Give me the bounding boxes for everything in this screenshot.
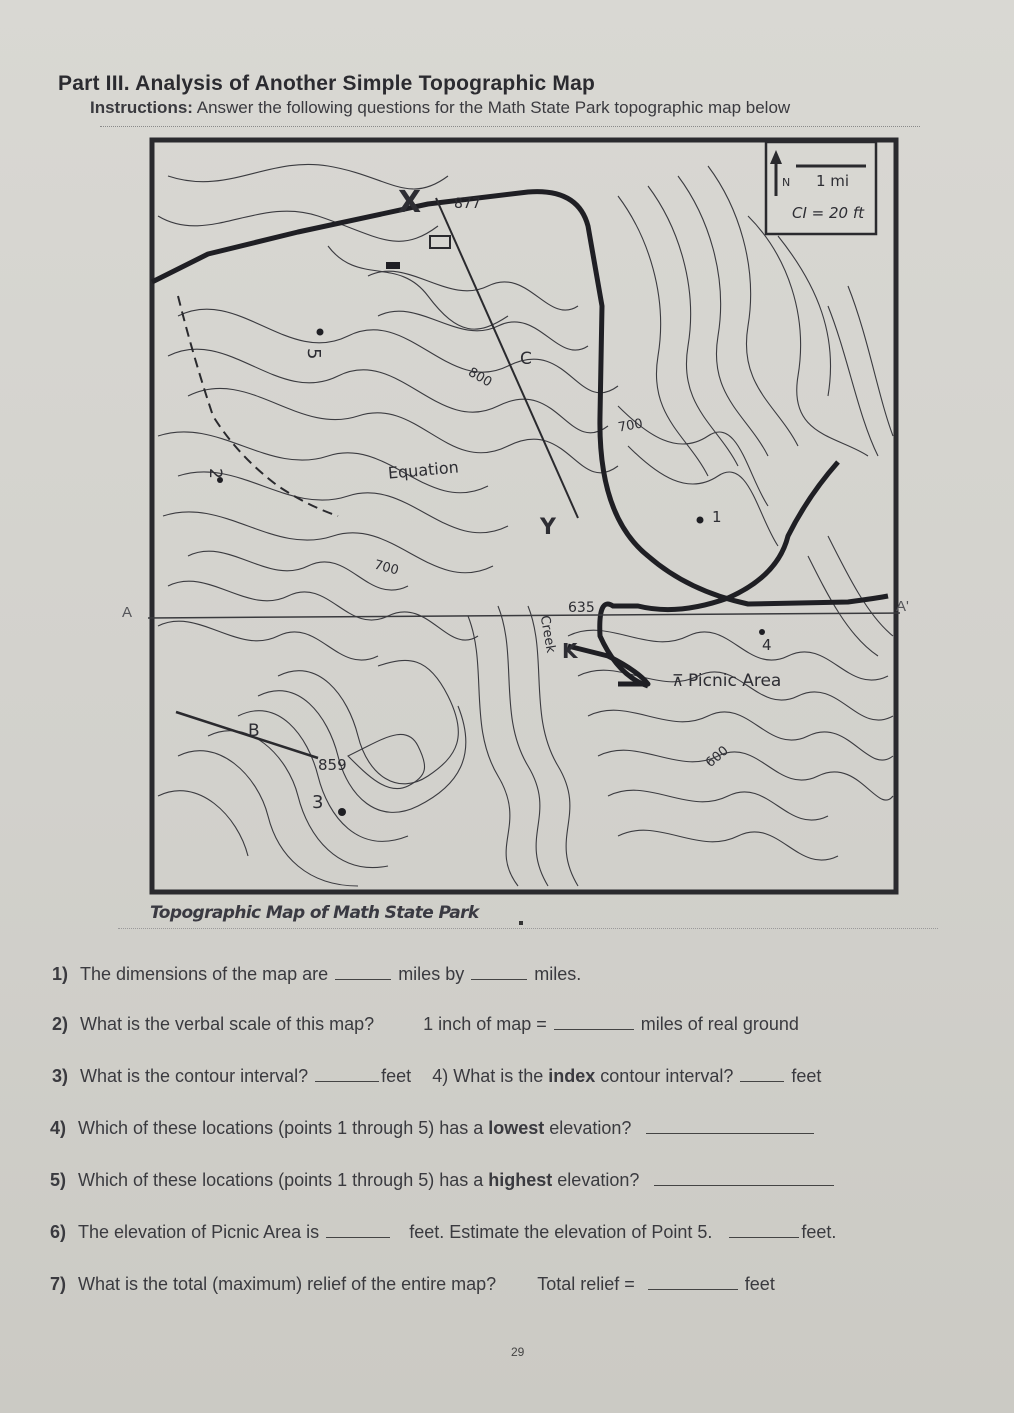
- point-1-dot: [697, 517, 704, 524]
- top-divider: [100, 126, 920, 127]
- elev-635-label: 635: [568, 600, 595, 616]
- question-text: What is the total (maximum) relief of the entire map?: [78, 1274, 497, 1294]
- answer-blank[interactable]: [740, 1065, 784, 1082]
- question-1: [52, 963, 581, 985]
- question-number: 5): [50, 1170, 67, 1190]
- elev-600-label: 600: [703, 743, 732, 771]
- point-5-label: 5: [303, 348, 324, 360]
- question-text: feet: [791, 1066, 822, 1086]
- question-text: elevation?: [549, 1118, 632, 1138]
- question-text: miles.: [534, 964, 582, 984]
- contour-interval-label: CI = 20 ft: [792, 204, 865, 222]
- question-2: [52, 1013, 799, 1035]
- stream-line: [178, 296, 338, 516]
- question-emphasis: highest: [488, 1170, 553, 1190]
- elev-700-mid-label: 700: [372, 557, 401, 579]
- answer-blank[interactable]: [729, 1221, 799, 1238]
- picnic-area-label: Picnic Area: [688, 671, 782, 691]
- north-label: N: [782, 176, 791, 189]
- question-text: contour interval?: [600, 1066, 734, 1086]
- elev-700-top-label: 700: [616, 416, 644, 436]
- question-5: [50, 1169, 836, 1191]
- question-number: 1): [52, 964, 69, 984]
- point-x-label: X: [398, 185, 422, 220]
- question-emphasis: index: [548, 1066, 596, 1086]
- question-text: What is the contour interval?: [80, 1066, 309, 1086]
- question-text: feet.: [801, 1222, 837, 1242]
- point-k-label: K: [562, 639, 578, 663]
- elev-859-label: 859: [318, 756, 347, 774]
- question-text: miles of real ground: [640, 1014, 799, 1034]
- answer-blank[interactable]: [471, 963, 527, 980]
- instructions-text: Answer the following questions for the Math State Park topographic map below: [192, 98, 791, 117]
- map-border: [152, 140, 896, 892]
- answer-blank[interactable]: [335, 963, 391, 980]
- question-number: 3): [52, 1066, 69, 1086]
- question-number: 4): [50, 1118, 67, 1138]
- question-6: [50, 1221, 836, 1243]
- question-text: 1 inch of map =: [423, 1014, 547, 1034]
- point-4-label: 4: [762, 636, 772, 654]
- question-emphasis: lowest: [488, 1118, 545, 1138]
- equation-label: Equation: [387, 457, 460, 483]
- question-text: feet: [381, 1066, 412, 1086]
- building-icon: [430, 236, 450, 248]
- question-number: 2): [52, 1014, 69, 1034]
- bottom-divider: [118, 928, 938, 929]
- point-2-label: 2: [205, 468, 225, 479]
- map-legend: [766, 142, 876, 234]
- point-1-label: 1: [712, 508, 722, 526]
- question-text: The elevation of Picnic Area is: [78, 1222, 320, 1242]
- question-text: Which of these locations (points 1 through 5) has a: [78, 1118, 484, 1138]
- point-b-label: B: [248, 721, 260, 741]
- instructions: [90, 98, 790, 118]
- contour-lines: [158, 164, 893, 886]
- profile-a-label: A: [122, 604, 133, 621]
- instructions-label: Instructions:: [90, 98, 193, 117]
- question-text: What is the verbal scale of this map?: [80, 1014, 375, 1034]
- question-text: elevation?: [557, 1170, 640, 1190]
- question-number: 7): [50, 1274, 67, 1294]
- creek-label: Creek: [536, 614, 558, 655]
- building-solid-icon: [386, 262, 400, 269]
- profile-a-prime-label: A': [896, 598, 909, 615]
- page-number: 29: [511, 1345, 525, 1359]
- point-5-dot: [317, 329, 324, 336]
- question-7: [50, 1273, 775, 1295]
- question-3: [52, 1065, 821, 1087]
- profile-line-a: [148, 613, 900, 618]
- point-y-label: Y: [540, 515, 556, 540]
- question-4: [50, 1117, 816, 1139]
- elev-877-label: 877: [454, 196, 481, 212]
- map-caption: Topographic Map of Math State Park: [150, 903, 479, 923]
- question-text: feet. Estimate the elevation of Point 5.: [409, 1222, 713, 1242]
- point-4-dot: [759, 629, 765, 635]
- picnic-symbol-icon: ⊼: [672, 671, 684, 690]
- question-text: 4) What is the: [432, 1066, 544, 1086]
- topographic-map: [122, 136, 909, 896]
- question-text: miles by: [398, 964, 465, 984]
- page-title: Part III. Analysis of Another Simple Topographic Map: [58, 72, 596, 95]
- answer-blank[interactable]: [326, 1221, 390, 1238]
- question-text: The dimensions of the map are: [80, 964, 329, 984]
- question-text: feet: [744, 1274, 775, 1294]
- question-text: Total relief =: [537, 1274, 635, 1294]
- point-3-dot: [338, 808, 346, 816]
- point-3-label: 3: [312, 792, 324, 813]
- answer-blank[interactable]: [654, 1169, 834, 1186]
- point-c-label: C: [520, 349, 532, 369]
- question-number: 6): [50, 1222, 67, 1242]
- answer-blank[interactable]: [315, 1065, 379, 1082]
- question-text: Which of these locations (points 1 through 5) has a: [78, 1170, 484, 1190]
- divider-dot: [519, 921, 523, 925]
- map-svg: [148, 136, 900, 896]
- scale-label: 1 mi: [816, 172, 850, 190]
- elev-800-label: 800: [465, 364, 495, 391]
- answer-blank[interactable]: [646, 1117, 814, 1134]
- answer-blank[interactable]: [648, 1273, 738, 1290]
- answer-blank[interactable]: [554, 1013, 634, 1030]
